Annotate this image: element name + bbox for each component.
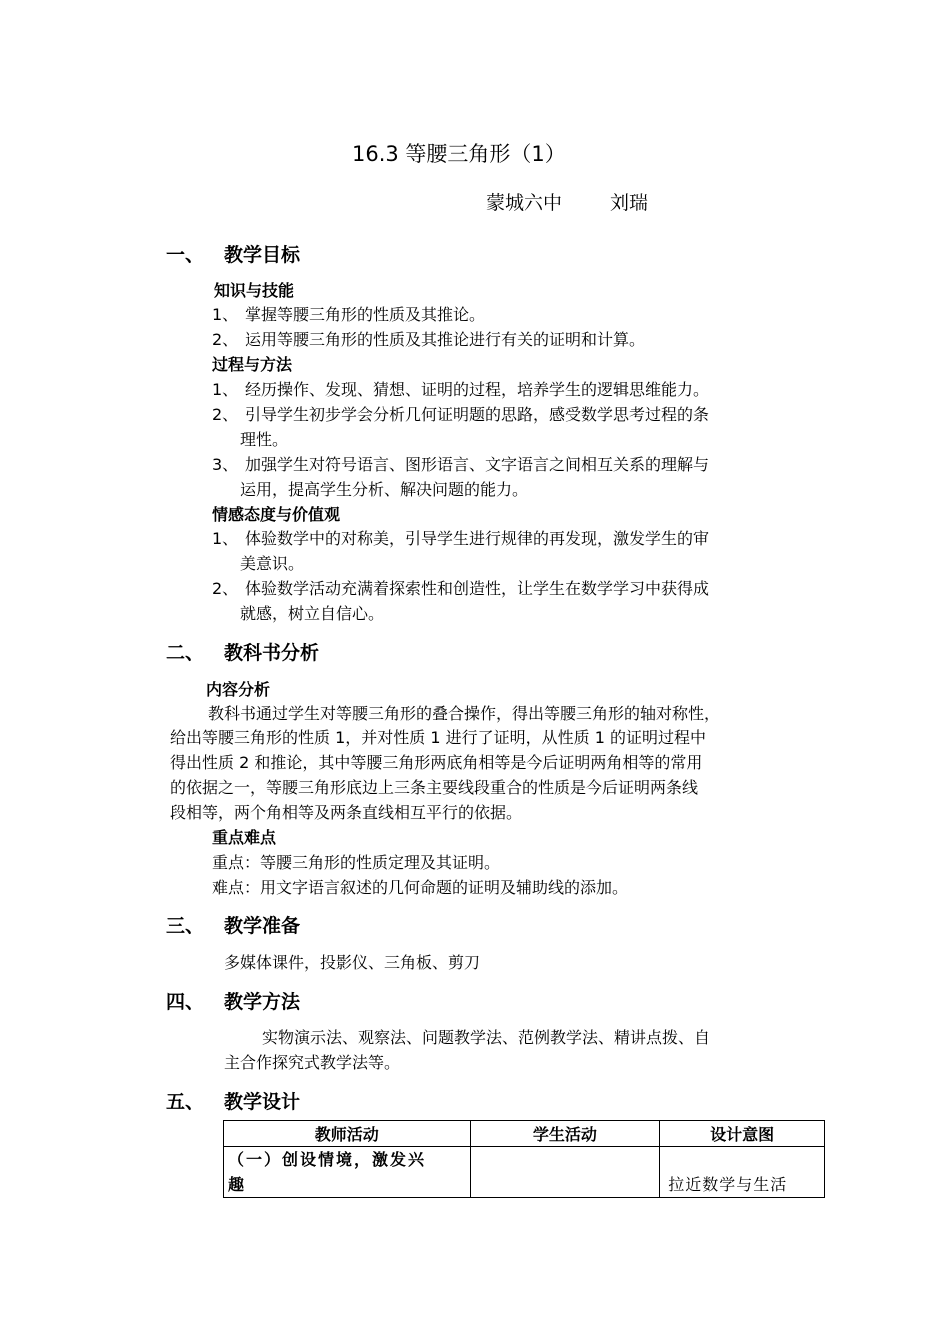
- list-item-continuation: 理性。: [240, 430, 289, 449]
- table-row: [224, 1147, 825, 1198]
- subheading: 知识与技能: [214, 281, 295, 300]
- list-number: 1、: [212, 529, 239, 548]
- subheading: 重点难点: [212, 828, 277, 847]
- paragraph-line: 教科书通过学生对等腰三角形的叠合操作，得出等腰三角形的轴对称性，: [208, 704, 721, 723]
- list-item: 体验数学活动充满着探索性和创造性，让学生在数学学习中获得成: [245, 579, 710, 598]
- list-number: 1、: [212, 380, 239, 399]
- table-header: 学生活动: [470, 1121, 660, 1147]
- cell-line: 趣: [228, 1175, 247, 1194]
- list-item: 经历操作、发现、猜想、证明的过程，培养学生的逻辑思维能力。: [245, 380, 710, 399]
- section-number: 二、: [166, 642, 205, 664]
- difficult-point: 难点：用文字语言叙述的几何命题的证明及辅助线的添加。: [212, 878, 629, 897]
- subheading: 情感态度与价值观: [212, 505, 341, 524]
- section-heading: 教学目标: [224, 244, 301, 266]
- paragraph-line: 实物演示法、观察法、问题教学法、范例教学法、精讲点拨、自: [262, 1028, 711, 1047]
- teaching-design-table: [223, 1120, 825, 1198]
- table-header-row: [224, 1121, 825, 1147]
- list-item: 引导学生初步学会分析几何证明题的思路，感受数学思考过程的条: [245, 405, 710, 424]
- section-heading: 教学准备: [224, 915, 301, 937]
- table-header: 教师活动: [224, 1121, 471, 1147]
- table-cell-teacher: [224, 1147, 471, 1198]
- table-cell-intent: [660, 1147, 825, 1198]
- list-number: 2、: [212, 579, 239, 598]
- list-item: 加强学生对符号语言、图形语言、文字语言之间相互关系的理解与: [245, 455, 710, 474]
- section-heading: 教科书分析: [224, 642, 320, 664]
- paragraph-line: 主合作探究式教学法等。: [224, 1053, 401, 1072]
- section-number: 三、: [166, 915, 205, 937]
- paragraph-line: 段相等，两个角相等及两条直线相互平行的依据。: [170, 803, 523, 822]
- list-item-continuation: 运用，提高学生分析、解决问题的能力。: [240, 480, 529, 499]
- table-header: 设计意图: [660, 1121, 825, 1147]
- list-item: 掌握等腰三角形的性质及其推论。: [245, 305, 486, 324]
- author-name: 刘瑞: [610, 192, 649, 214]
- section-number: 五、: [166, 1091, 205, 1113]
- list-number: 2、: [212, 330, 239, 349]
- author-school: 蒙城六中: [486, 192, 563, 214]
- section-number: 四、: [166, 991, 205, 1013]
- paragraph-line: 多媒体课件，投影仪、三角板、剪刀: [224, 953, 481, 972]
- list-item: 体验数学中的对称美，引导学生进行规律的再发现，激发学生的审: [245, 529, 710, 548]
- key-point: 重点：等腰三角形的性质定理及其证明。: [212, 853, 501, 872]
- list-item-continuation: 美意识。: [240, 554, 305, 573]
- subheading: 过程与方法: [212, 355, 293, 374]
- paragraph-line: 得出性质 2 和推论，其中等腰三角形两底角相等是今后证明两角相等的常用: [170, 753, 703, 772]
- cell-line: （一）创设情境，激发兴: [228, 1150, 427, 1169]
- paragraph-line: 给出等腰三角形的性质 1，并对性质 1 进行了证明，从性质 1 的证明过程中: [170, 728, 706, 747]
- page-title: 16.3 等腰三角形（1）: [352, 142, 566, 166]
- cell-line: 拉近数学与生活: [668, 1175, 788, 1194]
- list-number: 1、: [212, 305, 239, 324]
- section-heading: 教学设计: [224, 1091, 301, 1113]
- section-number: 一、: [166, 244, 205, 266]
- section-heading: 教学方法: [224, 991, 301, 1013]
- list-item-continuation: 就感，树立自信心。: [240, 604, 385, 623]
- table-cell-student: [470, 1147, 660, 1198]
- list-number: 2、: [212, 405, 239, 424]
- paragraph-line: 的依据之一，等腰三角形底边上三条主要线段重合的性质是今后证明两条线: [170, 778, 699, 797]
- subheading: 内容分析: [206, 680, 271, 699]
- list-item: 运用等腰三角形的性质及其推论进行有关的证明和计算。: [245, 330, 646, 349]
- list-number: 3、: [212, 455, 239, 474]
